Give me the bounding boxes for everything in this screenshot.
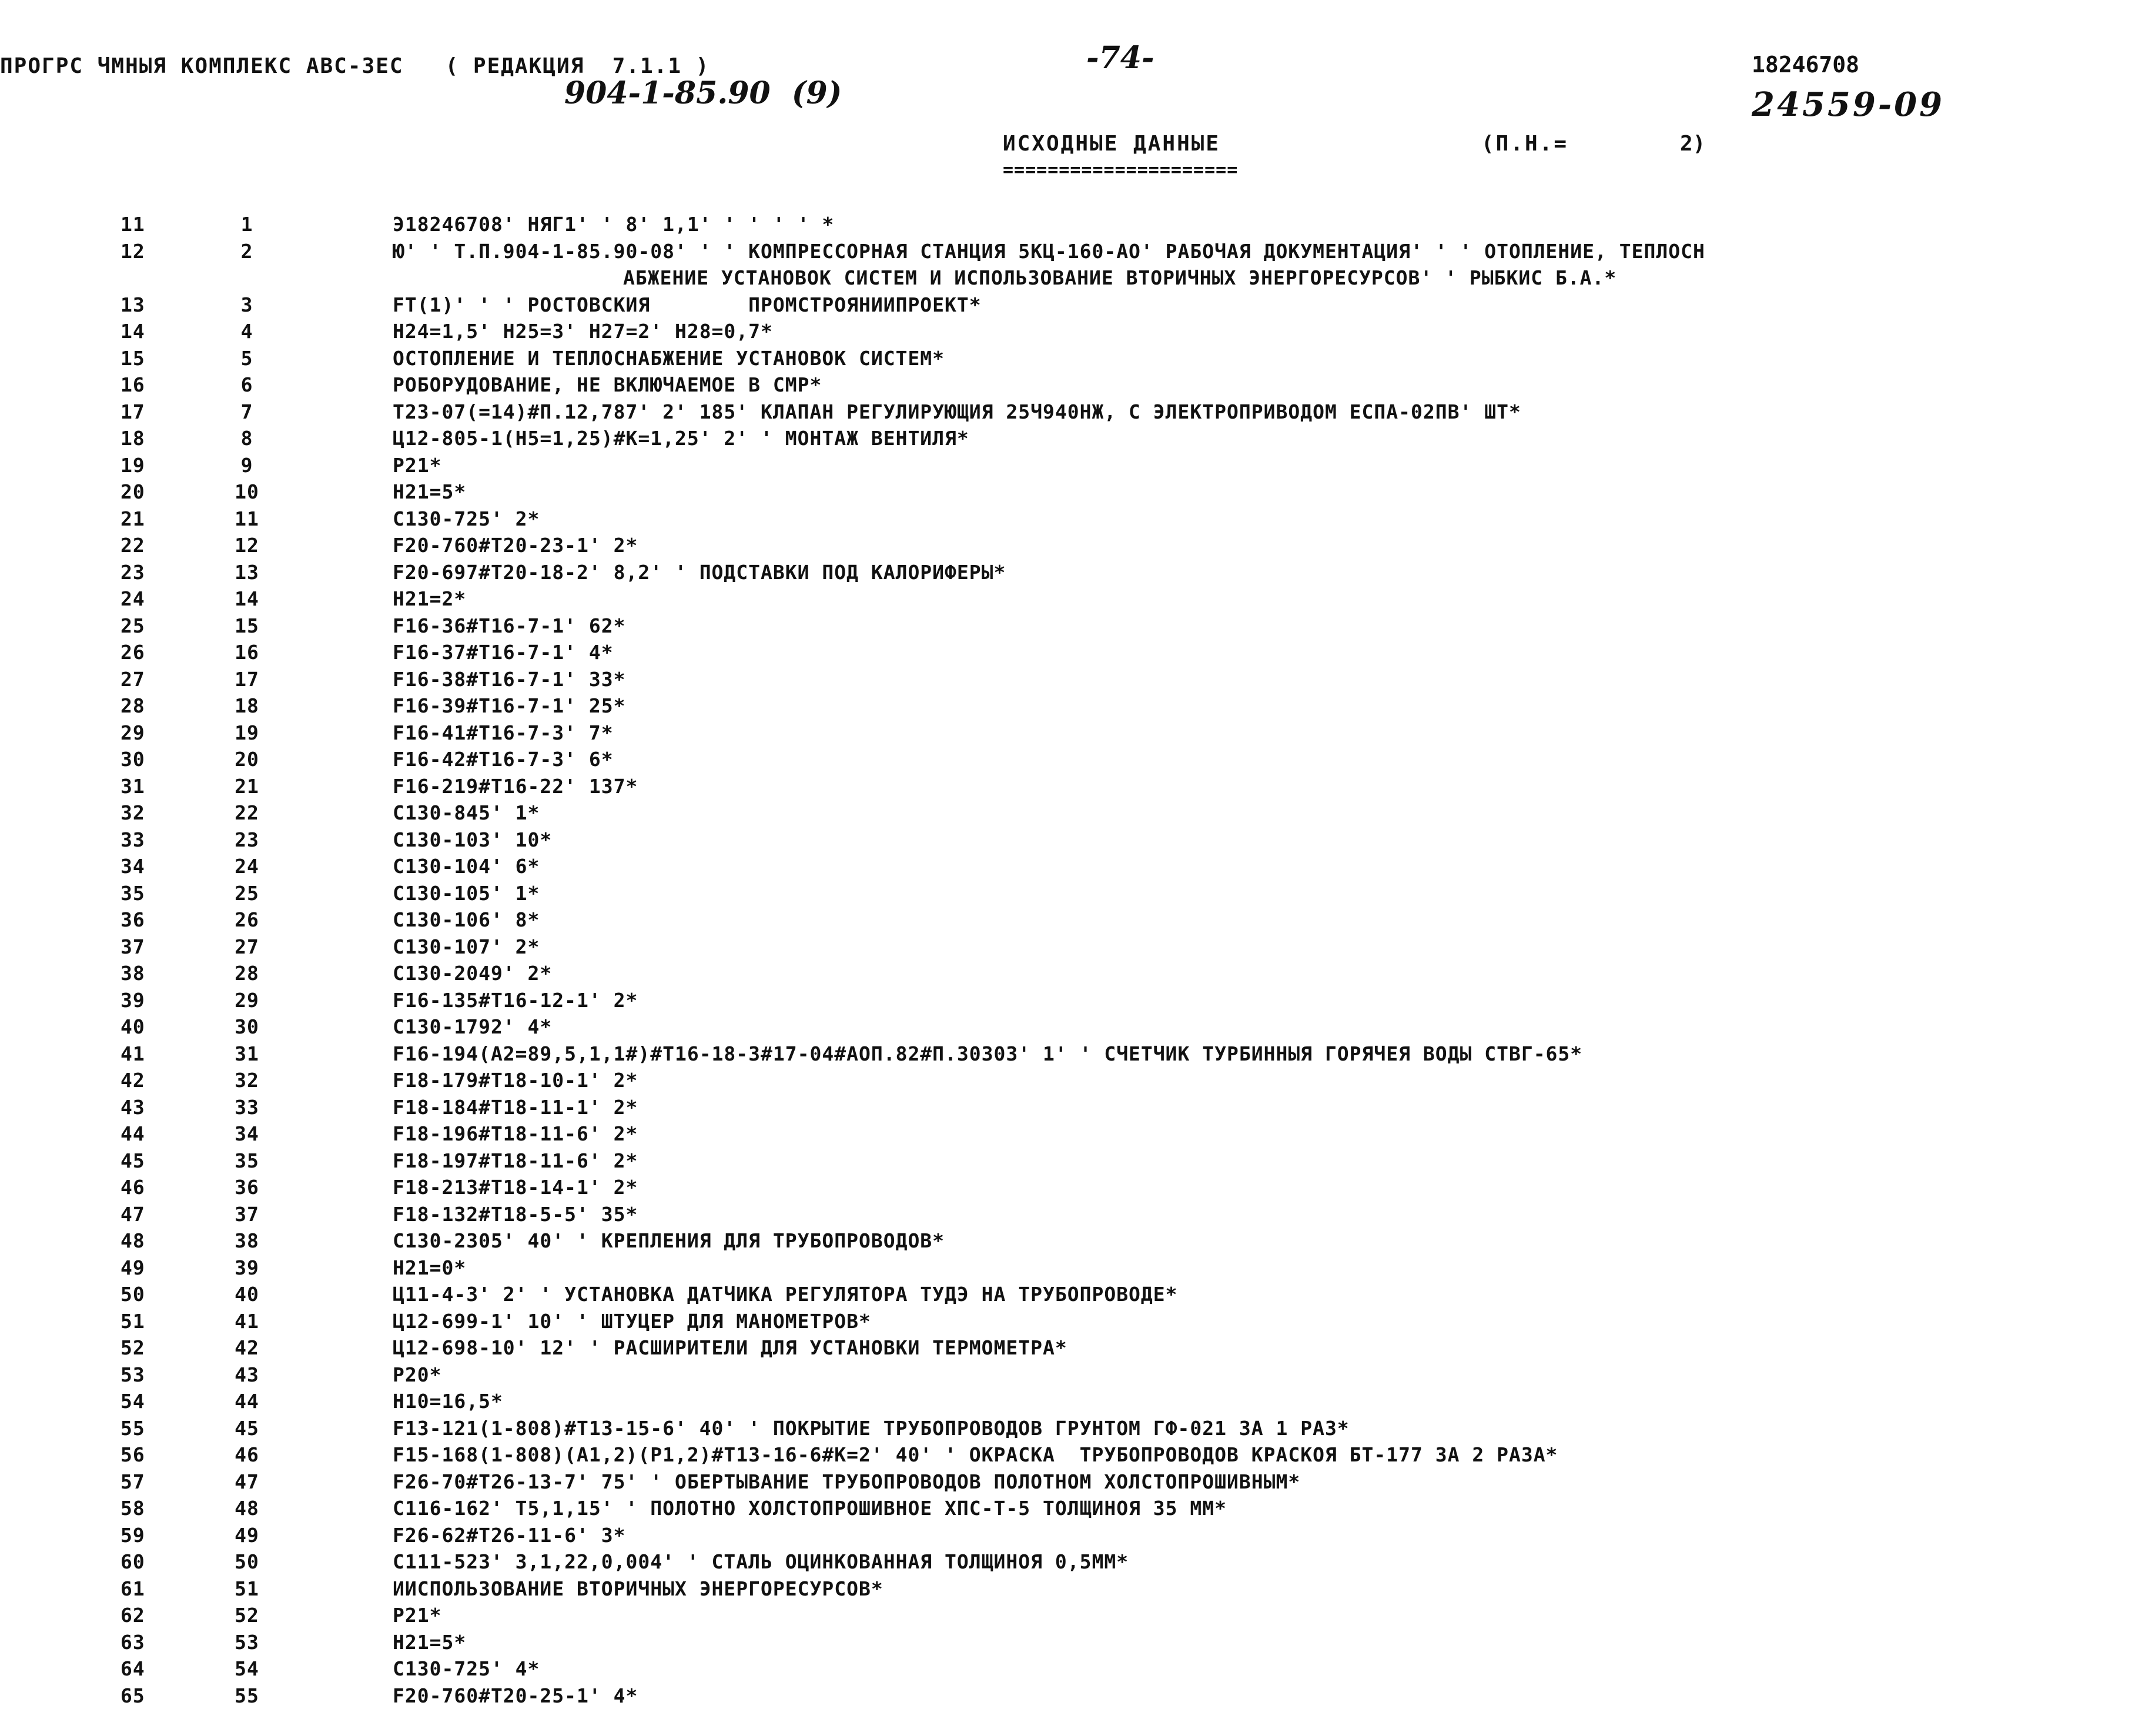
record-number: 3 [240,293,253,316]
record-number: 45 [235,1416,259,1440]
line-number: 57 [121,1470,145,1493]
record-number: 52 [235,1604,259,1627]
line-number: 21 [121,507,145,530]
record-text: С130-725' 4* [393,1657,540,1680]
line-number: 62 [121,1604,145,1627]
record-text: Н21=2* [393,587,467,610]
record-text: РОБОРУДОВАНИЕ, НЕ ВКЛЮЧАЕМОЕ В СМР* [393,373,822,396]
record-number: 28 [235,962,259,985]
line-number: 59 [121,1523,145,1547]
record-text: F15-168(1-808)(А1,2)(Р1,2)#T13-16-6#К=2' 40' ' ОКРАСКА ТРУБОПРОВОДОВ КРАСКОЯ БТ-177 ЗА 2 РАЗА* [393,1443,1558,1466]
line-number: 51 [121,1309,145,1333]
page-number: -74- [1086,40,1154,76]
line-number: 19 [121,453,145,477]
record-text: Ц12-805-1(Н5=1,25)#К=1,25' 2' ' МОНТАЖ ВЕНТИЛЯ* [393,427,969,450]
line-number: 35 [121,881,145,905]
record-text: Ц12-698-10' 12' ' РАСШИРИТЕЛИ ДЛЯ УСТАНОВКИ ТЕРМОМЕТРА* [393,1336,1067,1359]
line-number: 54 [121,1390,145,1413]
record-text: Н21=0* [393,1256,467,1279]
record-number: 42 [235,1336,259,1359]
record-number: 48 [235,1497,259,1520]
section-title-underline: ===================== [1003,160,1239,180]
record-number: 50 [235,1550,259,1573]
line-number: 41 [121,1042,145,1065]
record-number: 36 [235,1176,259,1199]
record-text: Р21* [393,1604,442,1627]
line-number: 25 [121,614,145,637]
line-number: 65 [121,1684,145,1707]
line-number: 16 [121,373,145,396]
record-number: 5 [240,346,253,370]
record-text: F20-760#T20-25-1' 4* [393,1684,638,1707]
record-text: Э18246708' НЯГ1' ' 8' 1,1' ' ' ' ' * [393,213,835,236]
record-text: С130-104' 6* [393,855,540,878]
record-text: Н21=5* [393,480,467,503]
line-number: 38 [121,962,145,985]
line-number: 33 [121,828,145,851]
line-number: 60 [121,1550,145,1573]
line-number: 31 [121,774,145,798]
record-number: 43 [235,1363,259,1386]
line-number: 13 [121,293,145,316]
line-number: 28 [121,694,145,717]
record-text: Ц11-4-3' 2' ' УСТАНОВКА ДАТЧИКА РЕГУЛЯТОРА ТУДЭ НА ТРУБОПРОВОДЕ* [393,1283,1178,1306]
record-number: 11 [235,507,259,530]
section-ref: (П.Н.= [1481,132,1569,156]
record-text: Ц12-699-1' 10' ' ШТУЦЕР ДЛЯ МАНОМЕТРОВ* [393,1309,871,1333]
record-number: 25 [235,881,259,905]
record-text: F16-41#T16-7-3' 7* [393,721,614,744]
line-number: 50 [121,1283,145,1306]
record-number: 16 [235,641,259,664]
record-number: 41 [235,1309,259,1333]
line-number: 22 [121,534,145,557]
record-text: С130-105' 1* [393,881,540,905]
record-text: Н10=16,5* [393,1390,503,1413]
line-number: 45 [121,1149,145,1172]
record-text: Ю' ' Т.П.904-1-85.90-08' ' ' КОМПРЕССОРНАЯ СТАНЦИЯ 5КЦ-160-АО' РАБОЧАЯ ДОКУМЕНТАЦИЯ' ' ' ОТОПЛЕНИЕ, ТЕПЛОСН [393,239,1705,263]
record-number: 30 [235,1015,259,1038]
record-number: 9 [240,453,253,477]
line-number: 49 [121,1256,145,1279]
record-number: 51 [235,1577,259,1600]
record-number: 40 [235,1283,259,1306]
record-text: F16-219#T16-22' 137* [393,774,638,798]
record-number: 31 [235,1042,259,1065]
line-number: 46 [121,1176,145,1199]
line-number: 30 [121,748,145,771]
record-number: 27 [235,935,259,958]
record-text: F16-36#T16-7-1' 62* [393,614,626,637]
record-number: 8 [240,427,253,450]
line-number: 29 [121,721,145,744]
record-text: С111-523' 3,1,22,0,004' ' СТАЛЬ ОЦИНКОВАННАЯ ТОЛЩИНОЯ 0,5ММ* [393,1550,1129,1573]
line-number: 26 [121,641,145,664]
record-number: 21 [235,774,259,798]
record-number: 32 [235,1069,259,1092]
record-text: Т23-07(=14)#П.12,787' 2' 185' КЛАПАН РЕГУЛИРУЮЩИЯ 25Ч940НЖ, С ЭЛЕКТРОПРИВОДОМ ЕСПА-02ПВ' ШТ* [393,400,1521,423]
record-text: С130-106' 8* [393,908,540,931]
line-number: 14 [121,320,145,343]
record-number: 38 [235,1229,259,1252]
record-text: F16-42#T16-7-3' 6* [393,748,614,771]
record-text: ИИСПОЛЬЗОВАНИЕ ВТОРИЧНЫХ ЭНЕРГОРЕСУРСОВ* [393,1577,883,1600]
line-number: 23 [121,560,145,584]
record-text: F26-70#T26-13-7' 75' ' ОБЕРТЫВАНИЕ ТРУБОПРОВОДОВ ПОЛОТНОМ ХОЛСТОПРОШИВНЫМ* [393,1470,1301,1493]
record-number: 20 [235,748,259,771]
record-number: 6 [240,373,253,396]
record-text: Р21* [393,453,442,477]
record-text: ОСТОПЛЕНИЕ И ТЕПЛОСНАБЖЕНИЕ УСТАНОВОК СИСТЕМ* [393,346,945,370]
handwritten-project-number: 904-1-85.90 (9) [564,75,842,111]
line-number: 18 [121,427,145,450]
line-number: 64 [121,1657,145,1680]
record-number: 37 [235,1202,259,1226]
record-number: 46 [235,1443,259,1466]
line-number: 15 [121,346,145,370]
section-title: ИСХОДНЫЕ ДАННЫЕ [1003,132,1221,156]
line-number: 37 [121,935,145,958]
line-number: 17 [121,400,145,423]
line-number: 32 [121,801,145,824]
record-text: Н21=5* [393,1630,467,1654]
line-number: 58 [121,1497,145,1520]
record-number: 49 [235,1523,259,1547]
record-text: F18-132#T18-5-5' 35* [393,1202,638,1226]
record-text: F16-39#T16-7-1' 25* [393,694,626,717]
line-number: 40 [121,1015,145,1038]
record-text: С116-162' T5,1,15' ' ПОЛОТНО ХОЛСТОПРОШИВНОЕ ХПС-Т-5 ТОЛЩИНОЯ 35 ММ* [393,1497,1227,1520]
record-number: 33 [235,1095,259,1119]
record-text: Р20* [393,1363,442,1386]
line-number: 43 [121,1095,145,1119]
record-number: 35 [235,1149,259,1172]
line-number: 48 [121,1229,145,1252]
line-number: 42 [121,1069,145,1092]
record-text: С130-103' 10* [393,828,553,851]
line-number: 24 [121,587,145,610]
document-code: 18246708 [1752,52,1860,78]
record-text: Н24=1,5' Н25=3' Н27=2' Н28=0,7* [393,320,773,343]
record-number: 10 [235,480,259,503]
record-number: 4 [240,320,253,343]
record-text: F16-194(А2=89,5,1,1#)#T16-18-3#17-04#АОП.82#П.30303' 1' ' СЧЕТЧИК ТУРБИННЫЯ ГОРЯЧЕЯ ВОДЫ СТВГ-65* [393,1042,1583,1065]
line-number: 47 [121,1202,145,1226]
record-number: 2 [240,239,253,263]
record-number: 18 [235,694,259,717]
record-number: 26 [235,908,259,931]
record-number: 29 [235,988,259,1012]
record-text: С130-107' 2* [393,935,540,958]
record-number: 7 [240,400,253,423]
record-text: F20-697#T20-18-2' 8,2' ' ПОДСТАВКИ ПОД КАЛОРИФЕРЫ* [393,560,1006,584]
record-text: С130-725' 2* [393,507,540,530]
record-number: 24 [235,855,259,878]
record-text: F16-38#T16-7-1' 33* [393,667,626,691]
record-text: F18-197#T18-11-6' 2* [393,1149,638,1172]
record-number: 47 [235,1470,259,1493]
section-page: 2) [1680,132,1706,156]
record-number: 13 [235,560,259,584]
record-text: С130-2305' 40' ' КРЕПЛЕНИЯ ДЛЯ ТРУБОПРОВОДОВ* [393,1229,945,1252]
record-text: F13-121(1-808)#T13-15-6' 40' ' ПОКРЫТИЕ ТРУБОПРОВОДОВ ГРУНТОМ ГФ-021 ЗА 1 РАЗ* [393,1416,1350,1440]
line-number: 55 [121,1416,145,1440]
line-number: 20 [121,480,145,503]
handwritten-registration-number: 24559-09 [1752,85,1945,124]
line-number: 39 [121,988,145,1012]
record-number: 55 [235,1684,259,1707]
record-number: 19 [235,721,259,744]
record-text: F18-179#T18-10-1' 2* [393,1069,638,1092]
record-text: F16-135#T16-12-1' 2* [393,988,638,1012]
record-number: 53 [235,1630,259,1654]
line-number: 44 [121,1122,145,1145]
record-text-continuation: АБЖЕНИЕ УСТАНОВОК СИСТЕМ И ИСПОЛЬЗОВАНИЕ ВТОРИЧНЫХ ЭНЕРГОРЕСУРСОВ' ' РЫБКИС Б.А.* [623,266,1617,289]
record-text: С130-1792' 4* [393,1015,553,1038]
line-number: 12 [121,239,145,263]
line-number: 56 [121,1443,145,1466]
record-number: 14 [235,587,259,610]
record-number: 1 [240,213,253,236]
record-number: 12 [235,534,259,557]
record-number: 23 [235,828,259,851]
record-text: С130-2049' 2* [393,962,553,985]
record-number: 22 [235,801,259,824]
record-text: F20-760#T20-23-1' 2* [393,534,638,557]
line-number: 63 [121,1630,145,1654]
record-text: F18-184#T18-11-1' 2* [393,1095,638,1119]
line-number: 34 [121,855,145,878]
record-text: F18-196#T18-11-6' 2* [393,1122,638,1145]
record-number: 15 [235,614,259,637]
record-text: F16-37#T16-7-1' 4* [393,641,614,664]
record-number: 34 [235,1122,259,1145]
record-number: 39 [235,1256,259,1279]
record-number: 17 [235,667,259,691]
program-header: ПРОГРС ЧМНЫЯ КОМПЛЕКС АВС-ЗЕС ( РЕДАКЦИЯ 7.1.1 ) [0,54,710,78]
line-number: 36 [121,908,145,931]
record-number: 44 [235,1390,259,1413]
line-number: 61 [121,1577,145,1600]
line-number: 11 [121,213,145,236]
line-number: 53 [121,1363,145,1386]
record-text: F18-213#T18-14-1' 2* [393,1176,638,1199]
record-text: F26-62#T26-11-6' 3* [393,1523,626,1547]
line-number: 27 [121,667,145,691]
line-number: 52 [121,1336,145,1359]
record-text: FT(1)' ' ' РОСТОВСКИЯ ПРОМСТРОЯНИИПРОЕКТ* [393,293,982,316]
record-text: С130-845' 1* [393,801,540,824]
record-number: 54 [235,1657,259,1680]
